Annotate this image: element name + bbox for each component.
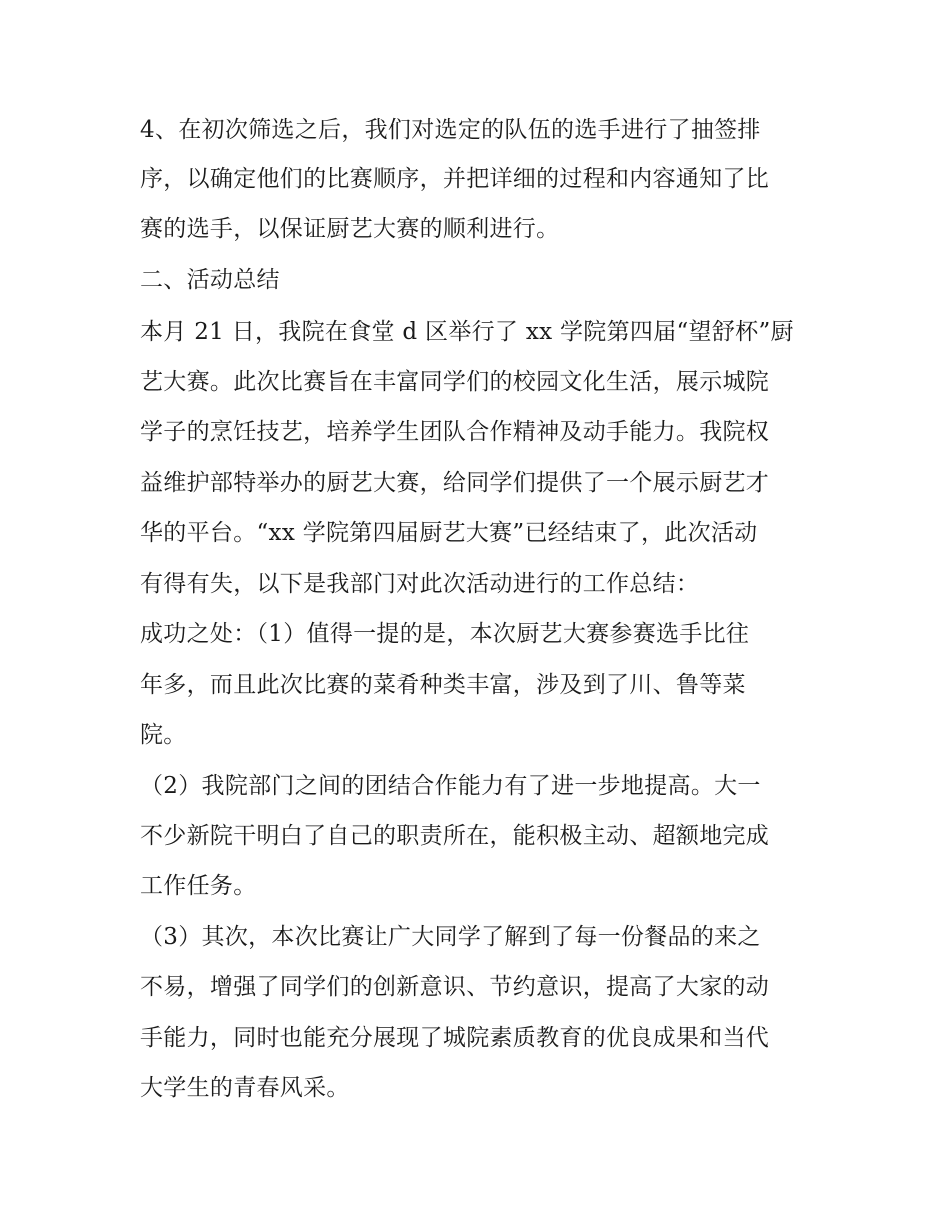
paragraph-line: 艺大赛。此次比赛旨在丰富同学们的校园文化生活，展示城院 bbox=[140, 369, 770, 395]
paragraph-line: 院。 bbox=[140, 722, 187, 748]
paragraph-line: 手能力，同时也能充分展现了城院素质教育的优良成果和当代 bbox=[140, 1025, 770, 1051]
paragraph-line: （2）我院部门之间的团结合作能力有了进一步地提高。大一 bbox=[140, 773, 761, 799]
section-heading: 二、活动总结 bbox=[140, 267, 280, 293]
paragraph-line: 不少新院干明白了自己的职责所在，能积极主动、超额地完成 bbox=[140, 823, 770, 849]
paragraph-line: 大学生的青春风采。 bbox=[140, 1075, 350, 1101]
paragraph-line: 赛的选手，以保证厨艺大赛的顺利进行。 bbox=[140, 216, 560, 242]
paragraph-line: 益维护部特举办的厨艺大赛，给同学们提供了一个展示厨艺才 bbox=[140, 470, 770, 496]
paragraph-line: （3）其次，本次比赛让广大同学了解到了每一份餐品的来之 bbox=[140, 924, 761, 950]
paragraph-line: 成功之处：（1）值得一提的是，本次厨艺大赛参赛选手比往 bbox=[140, 621, 750, 647]
paragraph-line: 4、在初次筛选之后，我们对选定的队伍的选手进行了抽签排 bbox=[140, 117, 761, 143]
paragraph-line: 年多，而且此次比赛的菜肴种类丰富，涉及到了川、鲁等菜 bbox=[140, 672, 746, 698]
paragraph-line: 华的平台。“xx 学院第四届厨艺大赛”已经结束了，此次活动 bbox=[140, 520, 758, 546]
paragraph-line: 不易，增强了同学们的创新意识、节约意识，提高了大家的动 bbox=[140, 974, 770, 1000]
paragraph-line: 工作任务。 bbox=[140, 873, 257, 899]
paragraph-line: 学子的烹饪技艺，培养学生团队合作精神及动手能力。我院权 bbox=[140, 419, 770, 445]
paragraph-line: 有得有失，以下是我部门对此次活动进行的工作总结： bbox=[140, 571, 700, 597]
paragraph-line: 本月 21 日，我院在食堂 d 区举行了 xx 学院第四届“望舒杯”厨 bbox=[140, 319, 794, 345]
paragraph-line: 序，以确定他们的比赛顺序，并把详细的过程和内容通知了比 bbox=[140, 166, 770, 192]
